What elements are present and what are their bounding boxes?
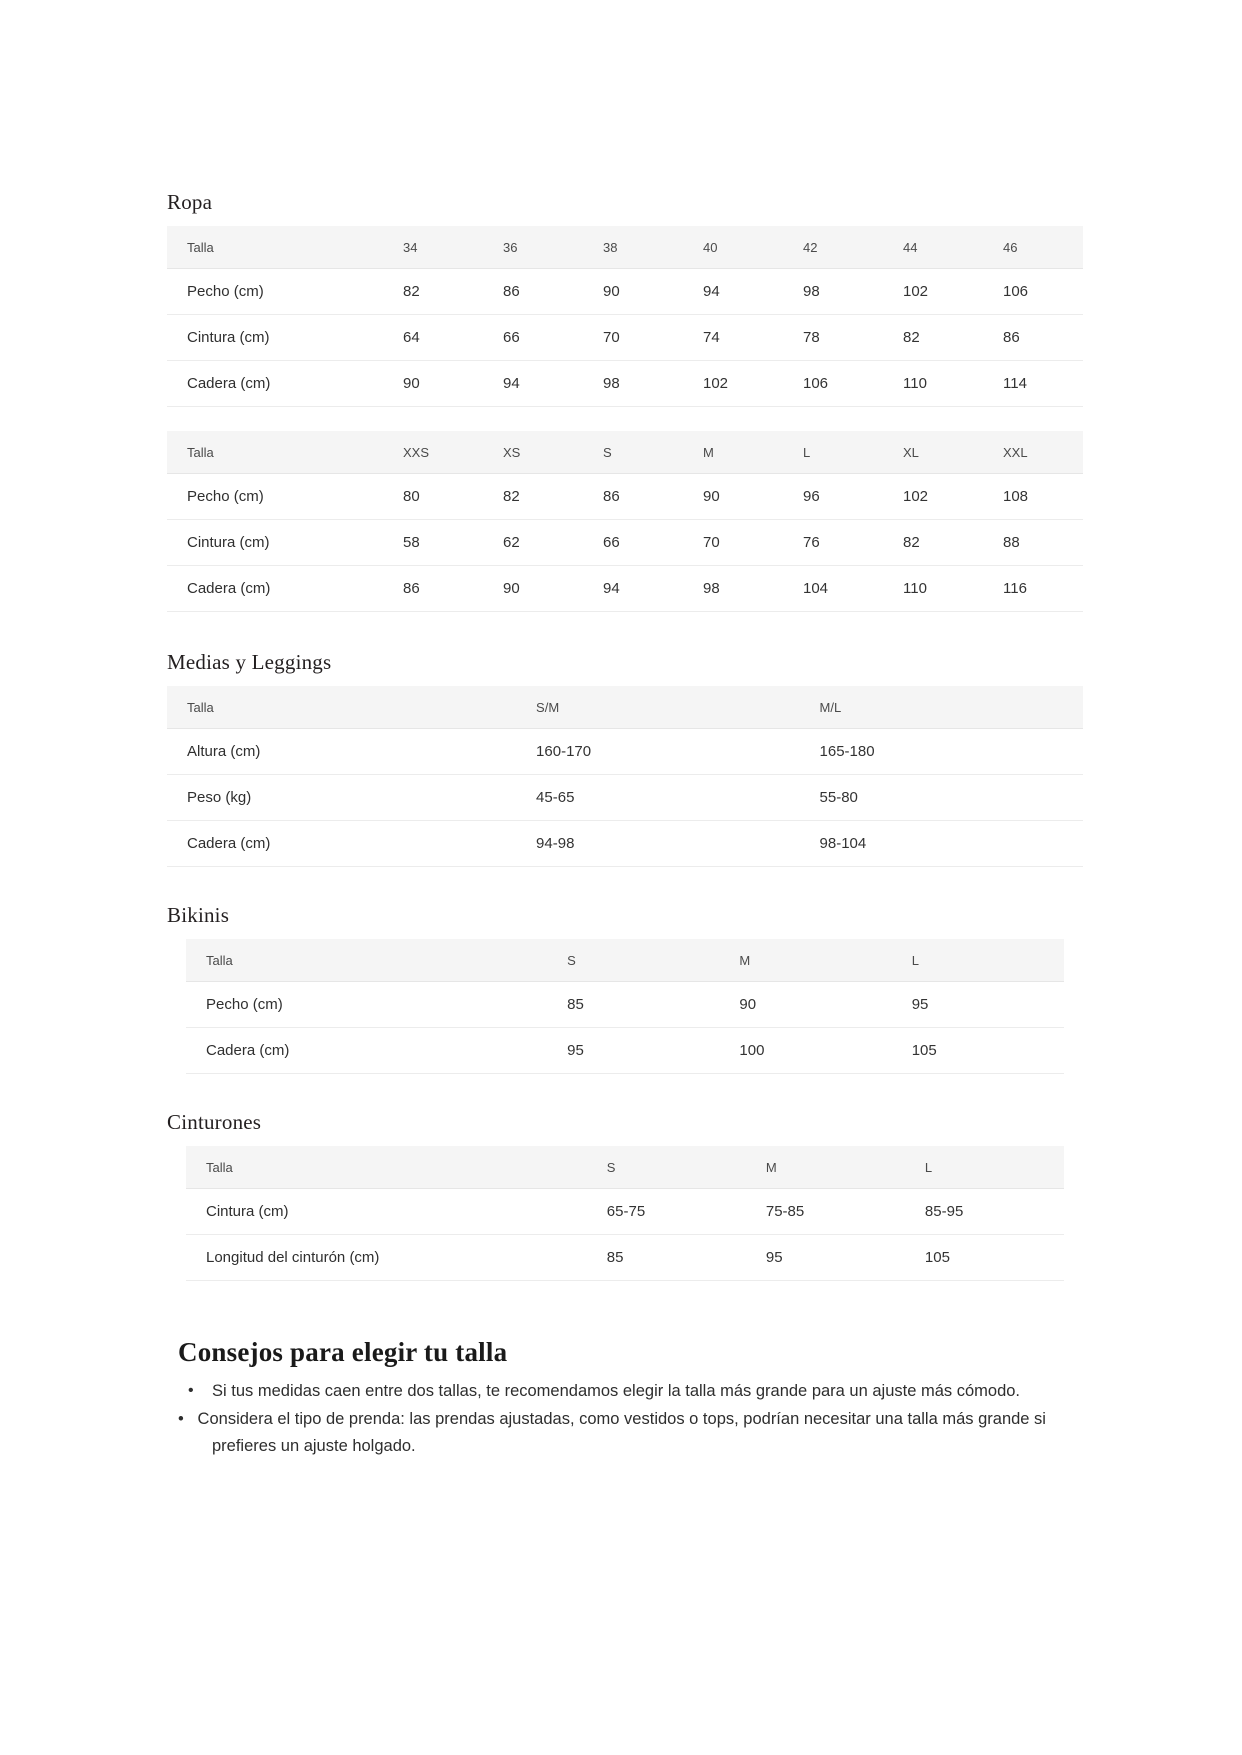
- table-cell: 95: [746, 1235, 905, 1281]
- column-header: M: [746, 1146, 905, 1189]
- table-row: [186, 982, 1064, 1028]
- table-row: [186, 1028, 1064, 1074]
- table-cell: 102: [883, 474, 983, 520]
- column-header: S/M: [516, 686, 799, 729]
- column-header: Talla: [167, 431, 383, 474]
- table-cell: 96: [783, 474, 883, 520]
- section-title-ropa: Ropa: [167, 190, 213, 214]
- row-label: Cadera (cm): [167, 566, 383, 612]
- column-header: M: [719, 939, 891, 982]
- table-cell: 70: [683, 520, 783, 566]
- column-header: L: [905, 1146, 1064, 1189]
- table-medias-leggings: [167, 686, 1083, 867]
- table-cell: 106: [983, 269, 1083, 315]
- table-cell: 110: [883, 566, 983, 612]
- table-cell: 86: [383, 566, 483, 612]
- table-row: [167, 775, 1083, 821]
- column-header: S: [587, 1146, 746, 1189]
- table-cell: 65-75: [587, 1189, 746, 1235]
- table-cell: 66: [483, 315, 583, 361]
- section-title-medias-leggings: Medias y Leggings: [167, 650, 332, 674]
- column-header: XS: [483, 431, 583, 474]
- row-label: Cintura (cm): [167, 315, 383, 361]
- table-cell: 76: [783, 520, 883, 566]
- table-cell: 105: [892, 1028, 1064, 1074]
- table-cell: 88: [983, 520, 1083, 566]
- column-header: 34: [383, 226, 483, 269]
- table-cell: 102: [883, 269, 983, 315]
- table-cell: 80: [383, 474, 483, 520]
- tips-list: [178, 1378, 1083, 1459]
- table-cell: 74: [683, 315, 783, 361]
- table-cell: 94-98: [516, 821, 799, 867]
- section-title-cinturones: Cinturones: [167, 1110, 262, 1134]
- table-row: [167, 520, 1083, 566]
- table-spacer: [167, 407, 1083, 431]
- table-cell: 62: [483, 520, 583, 566]
- tip-text: Si tus medidas caen entre dos tallas, te recomendamos elegir la talla más grande para un ajuste más cómodo.: [212, 1382, 1021, 1400]
- table-cell: 95: [892, 982, 1064, 1028]
- table-cell: 82: [383, 269, 483, 315]
- table-cell: 90: [683, 474, 783, 520]
- table-header-row: [186, 1146, 1064, 1189]
- table-cell: 90: [483, 566, 583, 612]
- row-label: Altura (cm): [167, 729, 516, 775]
- row-label: Cintura (cm): [167, 520, 383, 566]
- table-cell: 100: [719, 1028, 891, 1074]
- table-ropa-numeric: [167, 226, 1083, 407]
- row-label: Longitud del cinturón (cm): [186, 1235, 587, 1281]
- table-cell: 104: [783, 566, 883, 612]
- table-cell: 82: [883, 520, 983, 566]
- table-cell: 98-104: [800, 821, 1083, 867]
- row-label: Cadera (cm): [167, 821, 516, 867]
- table-cell: 86: [583, 474, 683, 520]
- column-header: 46: [983, 226, 1083, 269]
- row-label: Cadera (cm): [186, 1028, 547, 1074]
- table-cell: 45-65: [516, 775, 799, 821]
- table-cell: 70: [583, 315, 683, 361]
- table-cell: 55-80: [800, 775, 1083, 821]
- table-cell: 85-95: [905, 1189, 1064, 1235]
- column-header: S: [547, 939, 719, 982]
- table-header-row: [167, 686, 1083, 729]
- column-header: 40: [683, 226, 783, 269]
- table-cell: 94: [483, 361, 583, 407]
- table-cinturones: [186, 1146, 1064, 1281]
- table-cell: 105: [905, 1235, 1064, 1281]
- table-cell: 114: [983, 361, 1083, 407]
- table-cell: 85: [587, 1235, 746, 1281]
- row-label: Cadera (cm): [167, 361, 383, 407]
- column-header: 42: [783, 226, 883, 269]
- column-header: Talla: [186, 1146, 587, 1189]
- table-row: [167, 269, 1083, 315]
- column-header: Talla: [167, 226, 383, 269]
- table-cell: 160-170: [516, 729, 799, 775]
- table-cell: 82: [883, 315, 983, 361]
- table-row: [167, 566, 1083, 612]
- table-header-row: [186, 939, 1064, 982]
- table-row: [186, 1189, 1064, 1235]
- column-header: L: [892, 939, 1064, 982]
- column-header: XXS: [383, 431, 483, 474]
- row-label: Pecho (cm): [186, 982, 547, 1028]
- table-row: [167, 474, 1083, 520]
- table-row: [167, 821, 1083, 867]
- tip-text-wrapper: [178, 1406, 1083, 1459]
- column-header: M: [683, 431, 783, 474]
- table-cell: 90: [583, 269, 683, 315]
- column-header: 44: [883, 226, 983, 269]
- column-header: 36: [483, 226, 583, 269]
- table-row: [186, 1235, 1064, 1281]
- row-label: Pecho (cm): [167, 474, 383, 520]
- column-header: L: [783, 431, 883, 474]
- column-header: S: [583, 431, 683, 474]
- column-header: Talla: [186, 939, 547, 982]
- table-cell: 98: [783, 269, 883, 315]
- table-cell: 78: [783, 315, 883, 361]
- table-cell: 110: [883, 361, 983, 407]
- table-cell: 75-85: [746, 1189, 905, 1235]
- tips-section: [178, 1337, 1083, 1459]
- column-header: Talla: [167, 686, 516, 729]
- table-cell: 86: [483, 269, 583, 315]
- table-cell: 58: [383, 520, 483, 566]
- column-header: XL: [883, 431, 983, 474]
- table-cell: 95: [547, 1028, 719, 1074]
- table-cell: 102: [683, 361, 783, 407]
- section-medias-leggings: [167, 650, 1083, 867]
- bullet-icon: •: [178, 1410, 184, 1429]
- table-cell: 94: [583, 566, 683, 612]
- table-cell: 98: [683, 566, 783, 612]
- table-cell: 90: [383, 361, 483, 407]
- table-row: [167, 361, 1083, 407]
- table-cell: 82: [483, 474, 583, 520]
- table-cell: 108: [983, 474, 1083, 520]
- table-ropa-letters: [167, 431, 1083, 612]
- bullet-icon: •: [188, 1382, 194, 1399]
- table-row: [167, 315, 1083, 361]
- table-cell: 165-180: [800, 729, 1083, 775]
- table-cell: 64: [383, 315, 483, 361]
- column-header: XXL: [983, 431, 1083, 474]
- column-header: 38: [583, 226, 683, 269]
- table-header-row: [167, 431, 1083, 474]
- table-cell: 66: [583, 520, 683, 566]
- section-title-bikinis: Bikinis: [167, 903, 230, 927]
- section-ropa: [167, 190, 1083, 612]
- section-cinturones: [167, 1110, 1064, 1281]
- row-label: Cintura (cm): [186, 1189, 587, 1235]
- table-cell: 85: [547, 982, 719, 1028]
- column-header: M/L: [800, 686, 1083, 729]
- list-item: [178, 1378, 1083, 1404]
- tips-title: Consejos para elegir tu talla: [178, 1337, 508, 1367]
- table-cell: 94: [683, 269, 783, 315]
- table-cell: 86: [983, 315, 1083, 361]
- table-row: [167, 729, 1083, 775]
- table-cell: 116: [983, 566, 1083, 612]
- table-cell: 106: [783, 361, 883, 407]
- table-header-row: [167, 226, 1083, 269]
- table-cell: 90: [719, 982, 891, 1028]
- section-bikinis: [167, 903, 1064, 1074]
- list-item: [178, 1406, 1083, 1459]
- table-bikinis: [186, 939, 1064, 1074]
- table-cell: 98: [583, 361, 683, 407]
- row-label: Pecho (cm): [167, 269, 383, 315]
- tip-text: Considera el tipo de prenda: las prendas ajustadas, como vestidos o tops, podrían necesitar una talla más grande si prefieres un ajuste holgado.: [197, 1410, 1046, 1455]
- row-label: Peso (kg): [167, 775, 516, 821]
